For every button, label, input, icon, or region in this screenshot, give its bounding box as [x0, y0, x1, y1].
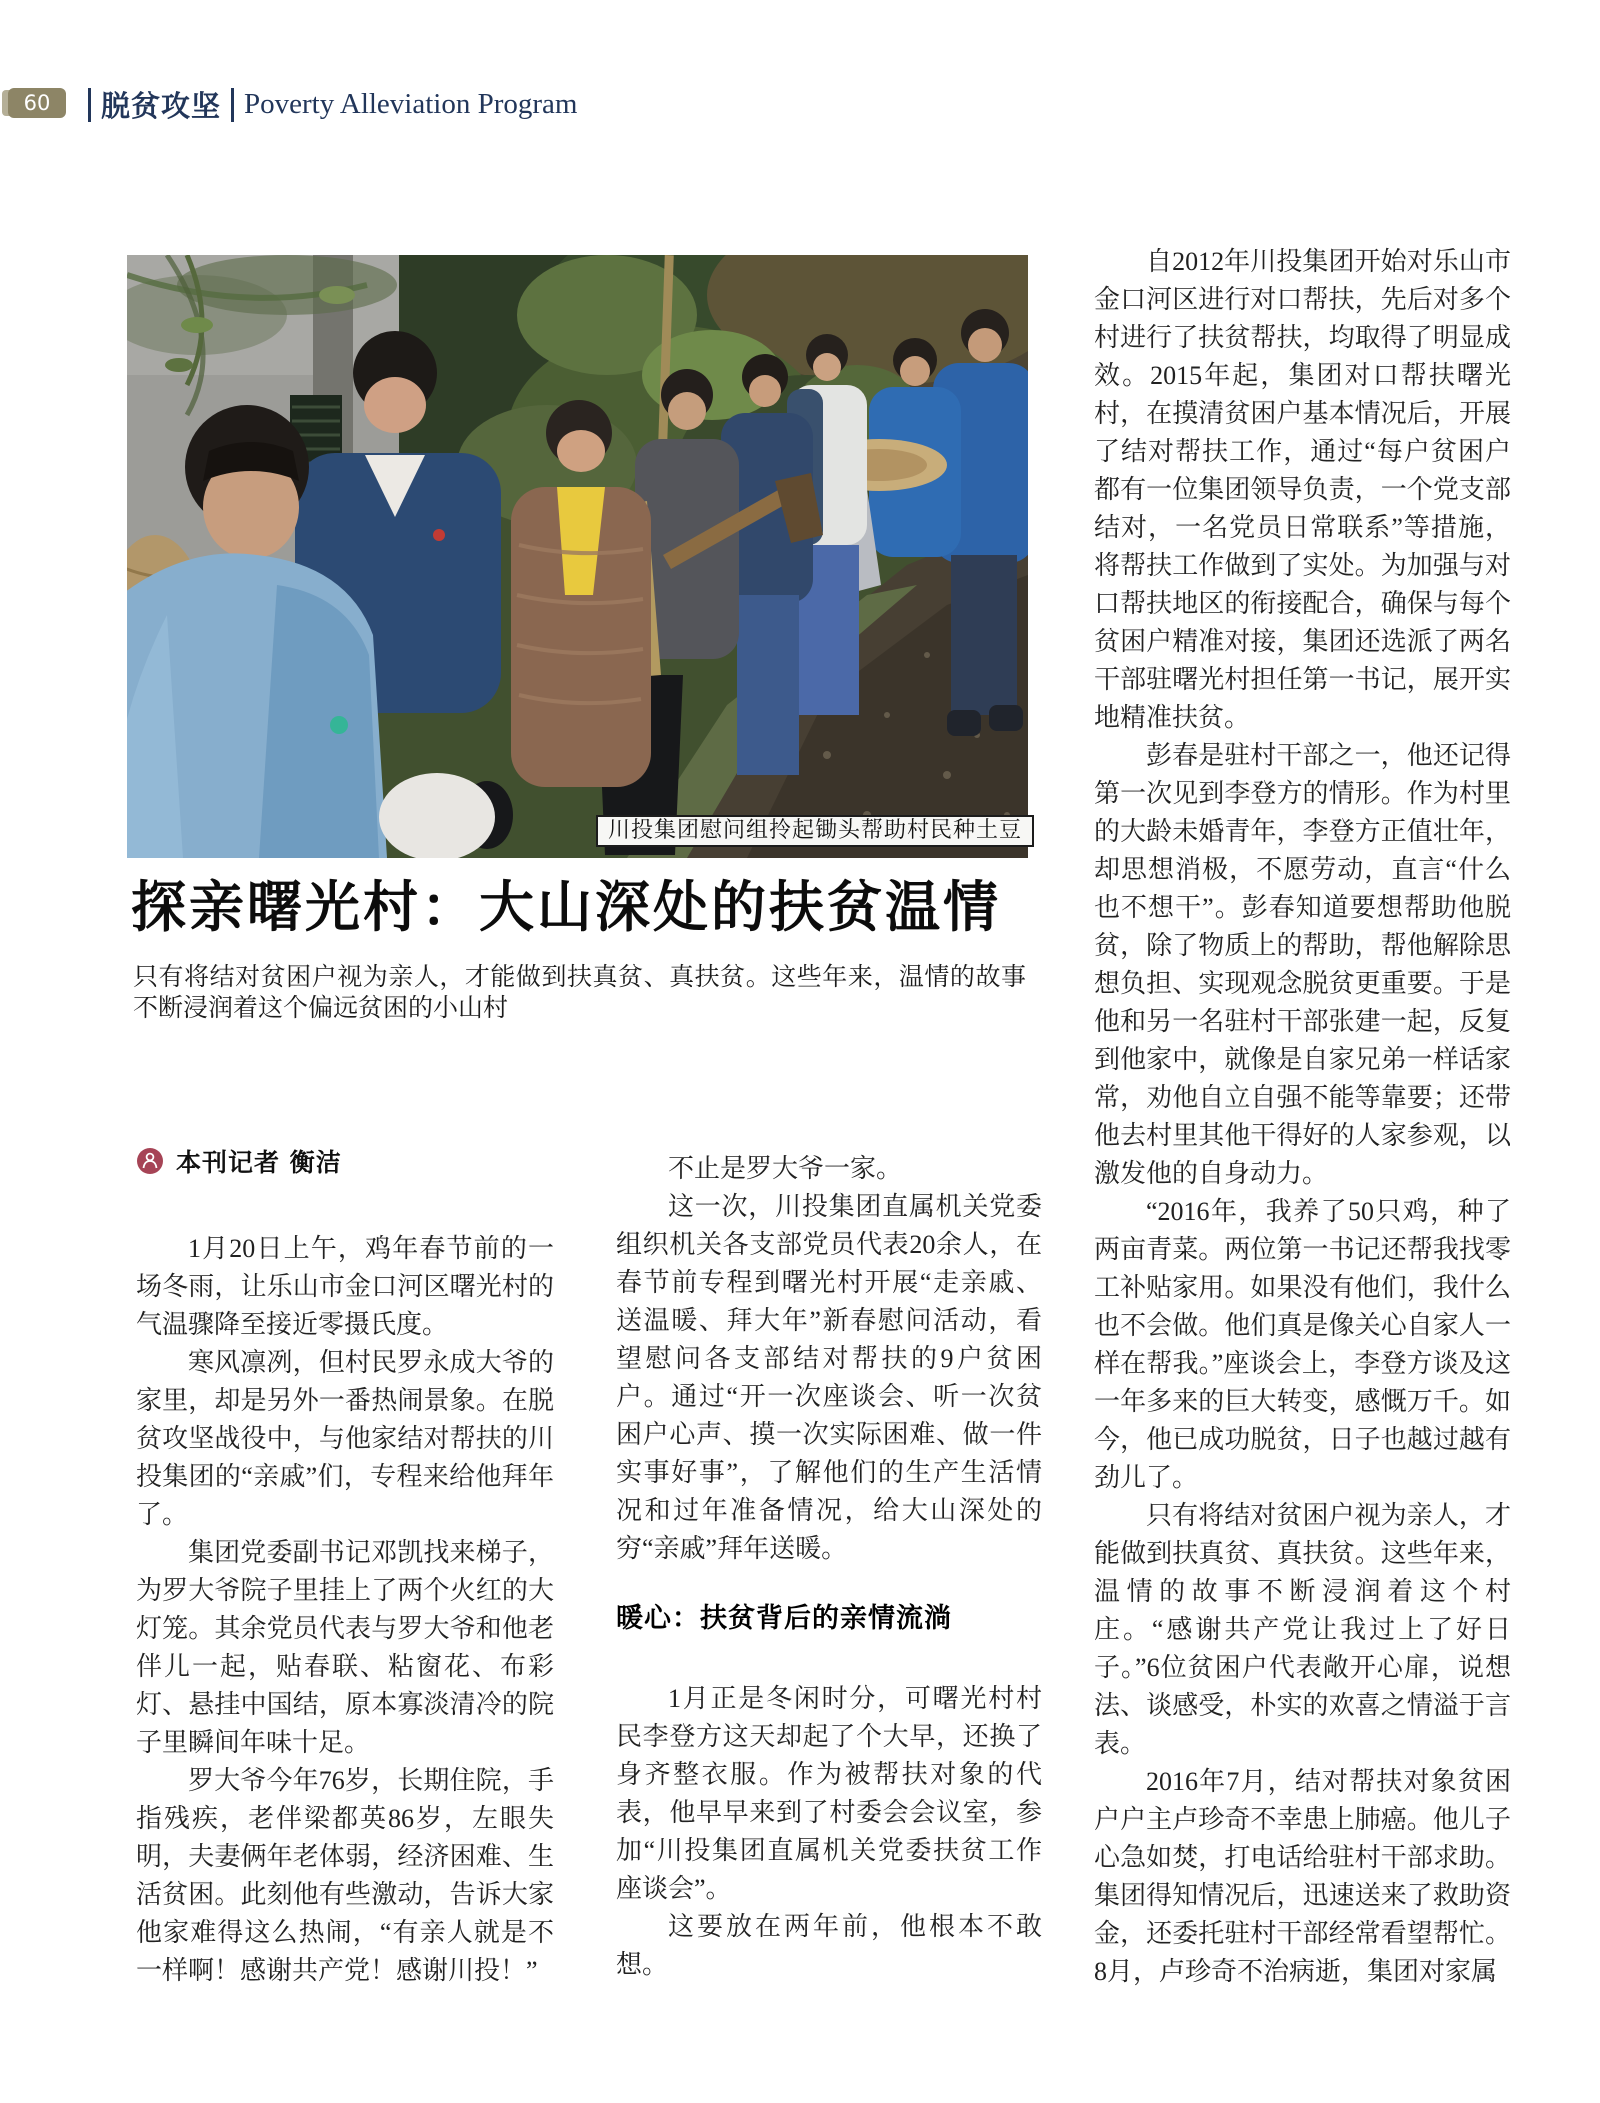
paragraph: 彭春是驻村干部之一，他还记得第一次见到李登方的情形。作为村里的大龄未婚青年，李登方正值壮年，却思想消极，不愿劳动，直言“什么也不想干”。彭春知道要想帮助他脱贫，除了物质上的帮助，帮他解除思想负担、实现观念脱贫更重要。于是他和另一名驻村干部张建一起，反复到他家中，就像是自家兄弟一样话家常，劝他自立自强不能等靠要；还带他去村里其他干得好的人家参观，以激发他的自身动力。 [1094, 741, 1511, 1188]
photo-caption: 川投集团慰问组拎起锄头帮助村民种土豆 [596, 815, 1034, 847]
paragraph: 集团党委副书记邓凯找来梯子，为罗大爷院子里挂上了两个火红的大灯笼。其余党员代表与罗大爷和他老伴儿一起，贴春联、粘窗花、布彩灯、悬挂中国结，原本寡淡清冷的院子里瞬间年味十足。 [136, 1538, 554, 1757]
paragraph: “2016年，我养了50只鸡，种了两亩青菜。两位第一书记还帮我找零工补贴家用。如果没有他们，我什么也不会做。他们真是像关心自家人一样在帮我。”座谈会上，李登方谈及这一年多来的巨大转变，感慨万千。如今，他已成功脱贫，日子也越过越有劲儿了。 [1094, 1197, 1511, 1492]
paragraph: 只有将结对贫困户视为亲人，才能做到扶真贫、真扶贫。这些年来，温情的故事不断浸润着这个村庄。“感谢共产党让我过上了好日子。”6位贫困户代表敞开心扉，说想法、谈感受，朴实的欢喜之情溢于言表。 [1094, 1501, 1511, 1758]
article-photo [127, 255, 1028, 858]
paragraph: 2016年7月，结对帮扶对象贫困户户主卢珍奇不幸患上肺癌。他儿子心急如焚，打电话给驻村干部求助。集团得知情况后，迅速送来了救助资金，还委托驻村干部经常看望帮忙。8月，卢珍奇不治病逝，集团对家属 [1094, 1767, 1511, 1986]
paragraph: 罗大爷今年76岁，长期住院，手指残疾，老伴梁都英86岁，左眼失明，夫妻俩年老体弱，经济困难、生活贫困。此刻他有些激动，告诉大家他家难得这么热闹，“有亲人就是不一样啊！感谢共产党！感谢川投！” [136, 1766, 554, 1985]
section-title-cn: 脱贫攻坚 [101, 89, 222, 123]
paragraph: 自2012年川投集团开始对乐山市金口河区进行对口帮扶，先后对多个村进行了扶贫帮扶，均取得了明显成效。2015年起，集团对口帮扶曙光村，在摸清贫困户基本情况后，开展了结对帮扶工作，通过“每户贫困户都有一位集团领导负责，一个党支部结对，一名党员日常联系”等措施，将帮扶工作做到了实处。为加强与对口帮扶地区的衔接配合，确保与每个贫困户精准对接，集团还选派了两名干部驻曙光村担任第一书记，展开实地精准扶贫。 [1094, 247, 1511, 732]
paragraph: 不止是罗大爷一家。 [668, 1154, 903, 1183]
photo-illustration [127, 255, 1028, 858]
byline [136, 1146, 554, 1176]
paragraph: 寒风凛冽，但村民罗永成大爷的家里，却是另外一番热闹景象。在脱贫攻坚战役中，与他家结对帮扶的川投集团的“亲戚”们，专程来给他拜年了。 [136, 1348, 554, 1529]
paragraph: 1月正是冬闲时分，可曙光村村民李登方这天却起了个大早，还换了身齐整衣服。作为被帮扶对象的代表，他早早来到了村委会会议室，参加“川投集团直属机关党委扶贫工作座谈会”。 [616, 1684, 1042, 1903]
column-right [1094, 243, 1511, 1991]
paragraph: 这一次，川投集团直属机关党委组织机关各支部党员代表20余人，在春节前专程到曙光村开展“走亲戚、送温暖、拜大年”新春慰问活动，看望慰问各支部结对帮扶的9户贫困户。通过“开一次座谈会、听一次贫困户心声、摸一次实际困难、做一件实事好事”，了解他们的生产生活情况和过年准备情况，给大山深处的穷“亲戚”拜年送暖。 [616, 1192, 1042, 1563]
divider-bar [88, 88, 91, 122]
article-subtitle: 只有将结对贫困户视为亲人，才能做到扶真贫、真扶贫。这些年来，温情的故事不断浸润着这个偏远贫困的小山村 [133, 962, 1026, 1022]
column-middle [616, 1150, 1042, 1984]
paragraph: 这要放在两年前，他根本不敢想。 [616, 1912, 1042, 1979]
article-title: 探亲曙光村：大山深处的扶贫温情 [131, 875, 1002, 939]
section-subheading: 暖心：扶贫背后的亲情流淌 [616, 1603, 952, 1634]
divider-bar [231, 88, 234, 122]
section-header [88, 84, 577, 125]
paragraph: 1月20日上午，鸡年春节前的一场冬雨，让乐山市金口河区曙光村的气温骤降至接近零摄氏度。 [136, 1234, 554, 1339]
byline-label: 本刊记者 衡洁 [176, 1148, 342, 1177]
column-left [136, 1146, 554, 1990]
page-number-badge: 60 [8, 88, 66, 118]
section-title-en: Poverty Alleviation Program [244, 88, 578, 120]
reporter-person-icon [136, 1147, 164, 1175]
